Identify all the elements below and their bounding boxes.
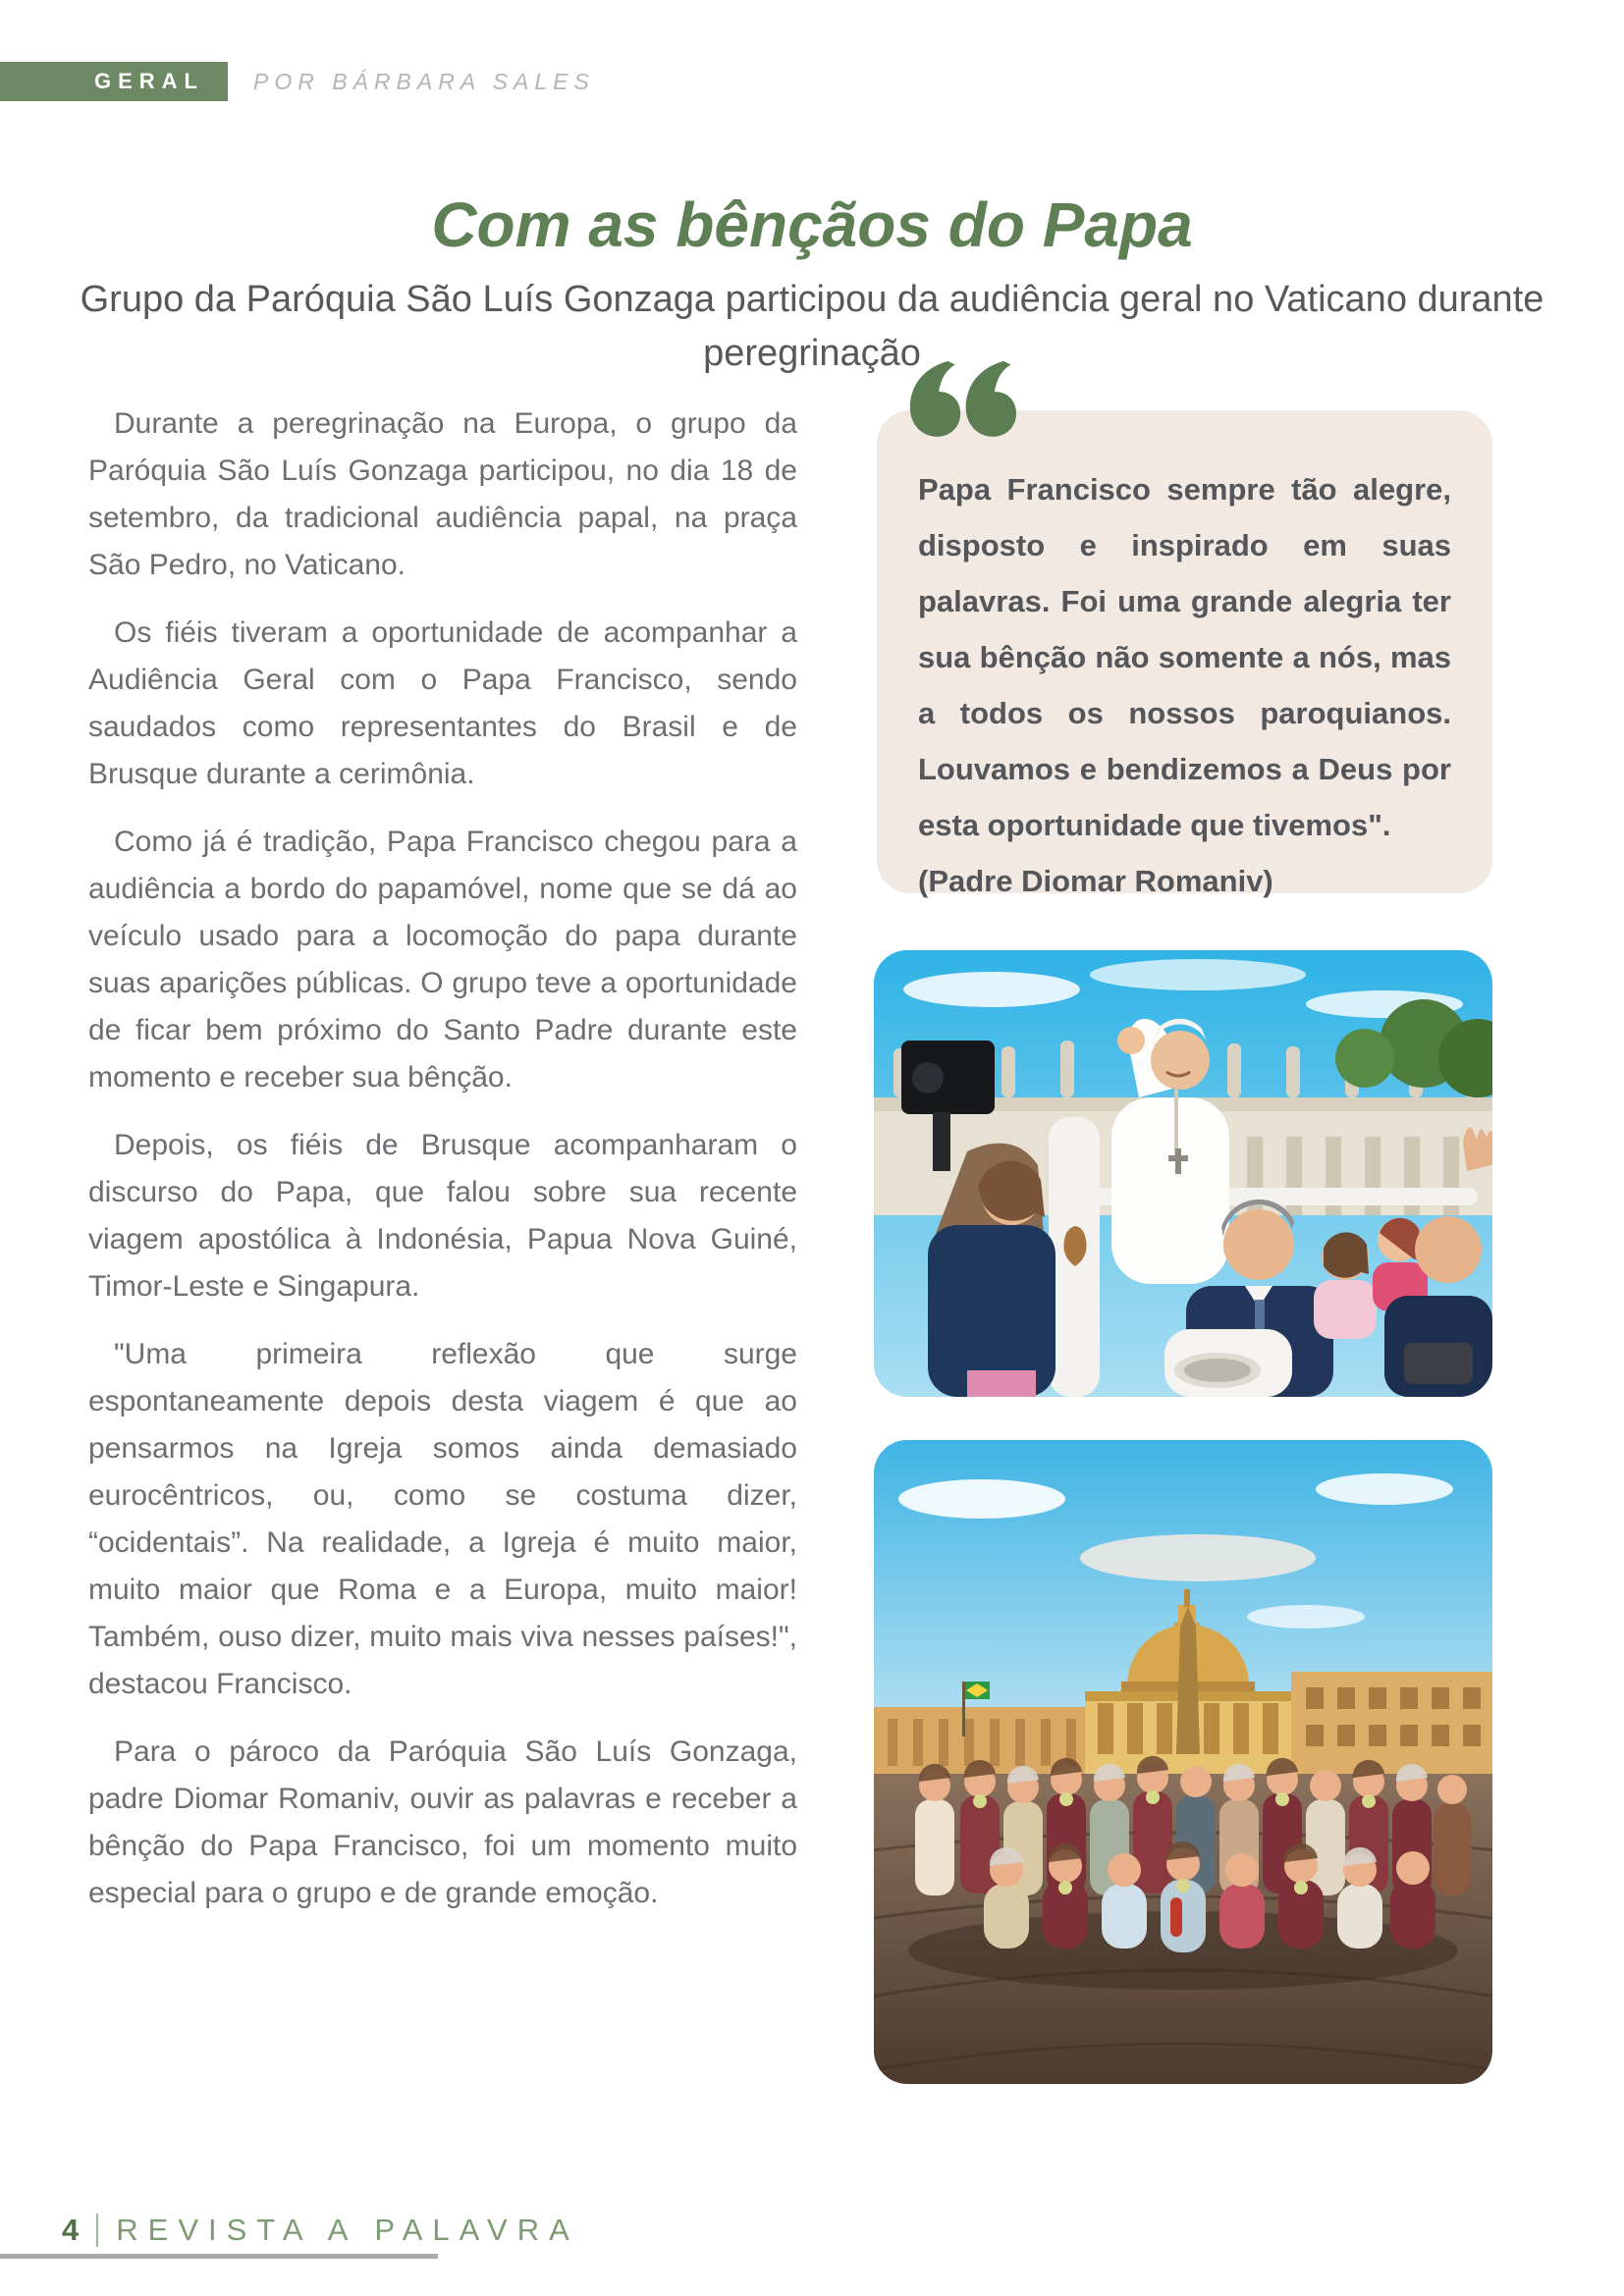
pull-quote-box: [877, 410, 1492, 898]
article-body: [88, 400, 797, 1938]
body-paragraph: Os fiéis tiveram a oportunidade de acompanhar a Audiência Geral com o Papa Francisco, sendo saudados como representantes do Brasil e de Brusque durante a cerimônia.: [88, 616, 797, 790]
body-paragraph: "Uma primeira reflexão que surge espontaneamente depois desta viagem é que ao pensarmos na Igreja somos ainda demasiado eurocêntricos, ou, como se costuma dizer, “ocidentais”. Na realidade, a Igreja é muito maior, muito maior que Roma e a Europa, muito maior! Também, ouso dizer, muito mais viva nesses países!", destacou Francisco.: [88, 1338, 797, 1700]
page-number: 4: [62, 2213, 80, 2247]
magazine-name: REVISTA A PALAVRA: [116, 2213, 579, 2247]
body-paragraph: Para o pároco da Paróquia São Luís Gonzaga, padre Diomar Romaniv, ouvir as palavras e receber a bênção do Papa Francisco, foi um momento muito especial para o grupo e de grande emoção.: [88, 1735, 797, 1909]
section-tag: [0, 62, 228, 101]
group-photo-illustration: [874, 1440, 1492, 2084]
page-subtitle: Grupo da Paróquia São Luís Gonzaga participou da audiência geral no Vaticano durante peregrinação: [80, 279, 1544, 374]
page-footer: [62, 2211, 579, 2250]
pope-popemobile-photo: [874, 950, 1492, 1397]
page-title: Com as bênçãos do Papa: [431, 189, 1193, 260]
section-tag-label: GERAL: [94, 69, 204, 93]
body-paragraph: Como já é tradição, Papa Francisco chegou para a audiência a bordo do papamóvel, nome que se dá ao veículo usado para a locomoção do papa durante suas aparições públicas. O grupo teve a oportunidade de ficar bem próximo do Santo Padre durante este momento e receber sua bênção.: [88, 826, 797, 1094]
quote-attribution: (Padre Diomar Romaniv): [918, 864, 1273, 898]
pope-photo-illustration: [874, 950, 1492, 1397]
footer-separator: [96, 2214, 98, 2247]
quote-text: Papa Francisco sempre tão alegre, disposto e inspirado em suas palavras. Foi uma grande alegria ter sua bênção não somente a nós, mas a todos os nossos paroquianos. Louvamos e bendizemos a Deus por esta oportunidade que tivemos".: [918, 472, 1451, 842]
group-square-photo: [874, 1440, 1492, 2084]
footer-rule: [0, 2254, 438, 2259]
byline: [253, 62, 595, 101]
byline-text: POR BÁRBARA SALES: [253, 68, 595, 94]
body-paragraph: Depois, os fiéis de Brusque acompanharam o discurso do Papa, que falou sobre sua recente viagem apostólica à Indonésia, Papua Nova Guiné, Timor-Leste e Singapura.: [88, 1129, 797, 1303]
quote-icon: [908, 359, 1016, 450]
body-paragraph: Durante a peregrinação na Europa, o grupo da Paróquia São Luís Gonzaga participou, no dia 18 de setembro, da tradicional audiência papal, na praça São Pedro, no Vaticano.: [88, 407, 797, 581]
